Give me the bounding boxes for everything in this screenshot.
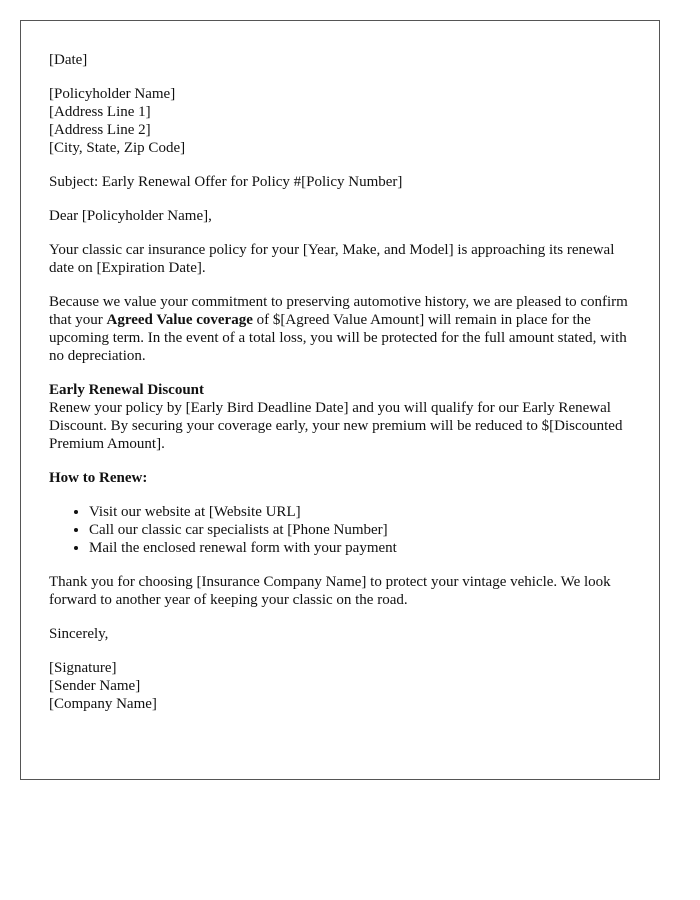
salutation: Dear [Policyholder Name], — [49, 208, 212, 224]
discount-section — [49, 381, 631, 453]
list-item: • Mail the enclosed renewal form with your payment — [89, 539, 631, 557]
renew-options-list — [49, 503, 631, 557]
city-state-zip: [City, State, Zip Code] — [49, 140, 186, 156]
coverage-text-before: Because we value your commitment to preserving automotive history, we are pleased to confirm that your — [49, 294, 628, 328]
subject-line: Subject: Early Renewal Offer for Policy #[Policy Number] — [49, 174, 403, 190]
discount-heading: Early Renewal Discount — [49, 382, 204, 398]
sender-name: [Sender Name] — [49, 678, 141, 694]
address-line-2: [Address Line 2] — [49, 122, 151, 138]
company-name: [Company Name] — [49, 696, 157, 712]
closing-paragraph: Thank you for choosing [Insurance Company Name] to protect your vintage vehicle. We look forward to another year of keeping your classic on the road. — [49, 574, 611, 608]
discount-text: Renew your policy by [Early Bird Deadline Date] and you will qualify for our Early Renewal Discount. By securing your coverage early, your new premium will be reduced to $[Discounted Premium Amount]. — [49, 400, 623, 452]
address-line-1: [Address Line 1] — [49, 104, 151, 120]
coverage-text-after: of $[Agreed Value Amount] will remain in place for the upcoming term. In the event of a total loss, you will be protected for the full amount stated, with no depreciation. — [49, 312, 627, 364]
signature-block — [49, 659, 631, 713]
list-item: • Visit our website at [Website URL] — [89, 503, 631, 521]
list-item: • Call our classic car specialists at [Phone Number] — [89, 521, 631, 539]
coverage-paragraph — [49, 293, 631, 365]
date-line — [49, 51, 631, 69]
coverage-bold-term: Agreed Value coverage — [106, 312, 253, 328]
recipient-name: [Policyholder Name] — [49, 86, 176, 102]
date: [Date] — [49, 52, 88, 68]
how-to-renew-heading: How to Renew: — [49, 470, 148, 486]
letter-page — [20, 20, 660, 780]
sign-off: Sincerely, — [49, 626, 109, 642]
intro-paragraph: Your classic car insurance policy for your [Year, Make, and Model] is approaching its renewal date on [Expiration Date]. — [49, 242, 615, 276]
recipient-address — [49, 85, 631, 157]
signature: [Signature] — [49, 660, 117, 676]
